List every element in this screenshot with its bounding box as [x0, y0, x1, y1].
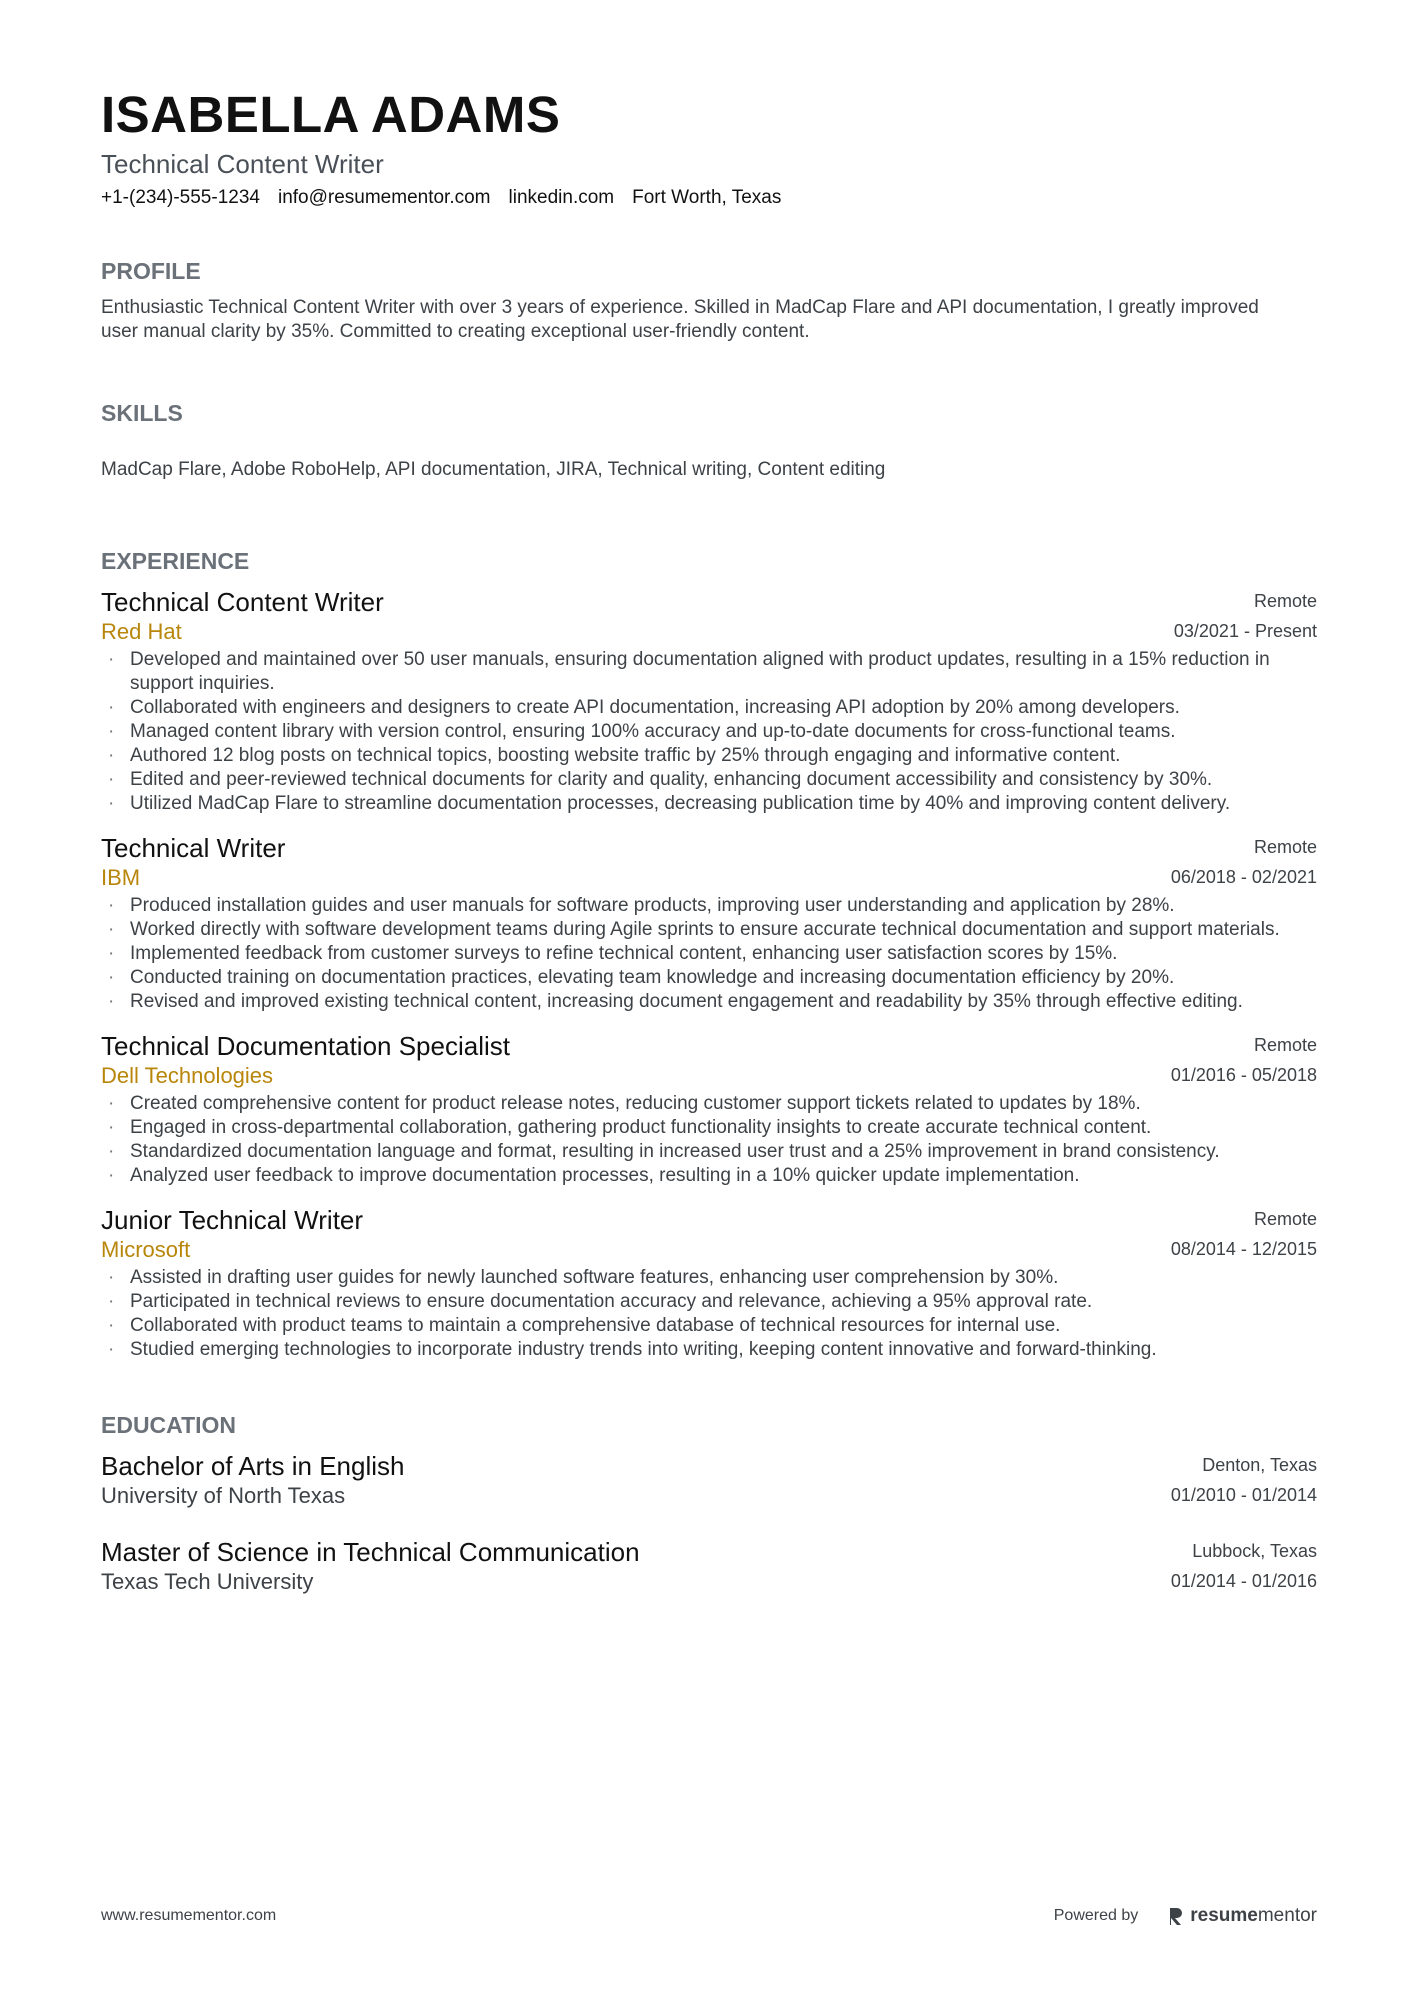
- job-bullet: · Created comprehensive content for product release notes, reducing customer support tickets related to updates by 18%.: [101, 1092, 1317, 1116]
- job-bullet: · Participated in technical reviews to ensure documentation accuracy and relevance, achieving a 95% approval rate.: [101, 1290, 1317, 1314]
- candidate-headline: Technical Content Writer: [101, 149, 384, 179]
- company-name: Microsoft: [101, 1237, 191, 1262]
- brand-logo: [1168, 1905, 1317, 1927]
- job-bullets: [101, 1092, 1317, 1188]
- job-bullet: · Developed and maintained over 50 user manuals, ensuring documentation aligned with product updates, resulting in a 15% reduction in support inquiries.: [101, 648, 1317, 696]
- experience-section: [101, 546, 1317, 1362]
- section-title-profile: PROFILE: [101, 258, 201, 284]
- section-title-skills: SKILLS: [101, 400, 183, 426]
- powered-by-label: Powered by: [1053, 1907, 1139, 1924]
- job-bullets: [101, 1266, 1317, 1362]
- school-location: Denton, Texas: [1202, 1455, 1317, 1475]
- job-bullet: · Edited and peer-reviewed technical documents for clarity and quality, enhancing document accessibility and consistency by 30%.: [101, 768, 1317, 792]
- contact-location: Fort Worth, Texas: [632, 187, 782, 208]
- job-location: Remote: [1253, 837, 1317, 857]
- job-bullet: · Revised and improved existing technical content, increasing document engagement and readability by 35% through effective editing.: [101, 990, 1317, 1014]
- job-bullet: · Produced installation guides and user manuals for software products, improving user understanding and application by 28%.: [101, 894, 1317, 918]
- education-dates: 01/2014 - 01/2016: [1170, 1571, 1317, 1591]
- job-dates: 08/2014 - 12/2015: [1170, 1239, 1317, 1259]
- skills-text: MadCap Flare, Adobe RoboHelp, API documentation, JIRA, Technical writing, Content editing: [101, 459, 886, 480]
- degree-title: Master of Science in Technical Communication: [101, 1537, 640, 1567]
- profile-section: [101, 256, 1317, 344]
- job-bullet: · Conducted training on documentation practices, elevating team knowledge and increasing documentation efficiency by 20%.: [101, 966, 1317, 990]
- brand-name-bold: resume: [1190, 1905, 1258, 1926]
- job-bullet: · Worked directly with software development teams during Agile sprints to ensure accurate technical documentation and support materials.: [101, 918, 1317, 942]
- brand-name-light: mentor: [1257, 1905, 1317, 1926]
- job-dates: 01/2016 - 05/2018: [1170, 1065, 1317, 1085]
- job-entry: [101, 586, 1317, 816]
- contact-row: [101, 184, 1317, 212]
- education-entry: [101, 1536, 1317, 1596]
- school-location: Lubbock, Texas: [1192, 1541, 1317, 1561]
- section-title-education: EDUCATION: [101, 1412, 237, 1438]
- job-bullet: · Engaged in cross-departmental collaboration, gathering product functionality insights to create accurate technical content.: [101, 1116, 1317, 1140]
- job-location: Remote: [1253, 1035, 1317, 1055]
- job-dates: 06/2018 - 02/2021: [1170, 867, 1317, 887]
- contact-phone: +1-(234)-555-1234: [101, 187, 260, 208]
- contact-linkedin: linkedin.com: [508, 187, 615, 208]
- job-location: Remote: [1253, 591, 1317, 611]
- footer-url[interactable]: www.resumementor.com: [101, 1907, 277, 1924]
- job-bullet: · Utilized MadCap Flare to streamline documentation processes, decreasing publication time by 40% and improving content delivery.: [101, 792, 1317, 816]
- job-bullet: · Authored 12 blog posts on technical topics, boosting website traffic by 25% through engaging and informative content.: [101, 744, 1317, 768]
- job-bullet: · Standardized documentation language and format, resulting in increased user trust and a 25% improvement in brand consistency.: [101, 1140, 1317, 1164]
- profile-text: Enthusiastic Technical Content Writer with over 3 years of experience. Skilled in MadCap Flare and API documentation, I greatly improved user manual clarity by 35%. Committed to creating exceptional user-friendly content.: [101, 297, 1259, 342]
- job-bullet: · Analyzed user feedback to improve documentation processes, resulting in a 10% quicker update implementation.: [101, 1164, 1317, 1188]
- job-title: Technical Documentation Specialist: [101, 1031, 510, 1061]
- job-bullet: · Assisted in drafting user guides for newly launched software features, enhancing user comprehension by 30%.: [101, 1266, 1317, 1290]
- job-location: Remote: [1253, 1209, 1317, 1229]
- job-title: Technical Writer: [101, 833, 286, 863]
- school-name: Texas Tech University: [101, 1569, 314, 1594]
- job-title: Technical Content Writer: [101, 587, 384, 617]
- page-footer: [101, 1905, 1317, 1927]
- contact-email: info@resumementor.com: [277, 187, 491, 208]
- job-entry: [101, 1030, 1317, 1188]
- candidate-name: ISABELLA ADAMS: [101, 86, 561, 143]
- job-bullets: [101, 894, 1317, 1014]
- job-bullet: · Managed content library with version control, ensuring 100% accuracy and up-to-date documents for cross-functional teams.: [101, 720, 1317, 744]
- education-entry: [101, 1450, 1317, 1510]
- job-dates: 03/2021 - Present: [1173, 621, 1317, 641]
- job-entry: [101, 1204, 1317, 1362]
- school-name: University of North Texas: [101, 1483, 346, 1508]
- job-entry: [101, 832, 1317, 1014]
- degree-title: Bachelor of Arts in English: [101, 1451, 405, 1481]
- company-name: Dell Technologies: [101, 1063, 274, 1088]
- resumementor-logo-icon: [1168, 1906, 1184, 1926]
- skills-section: [101, 398, 1317, 482]
- resume-page: [101, 84, 1317, 1596]
- job-bullet: · Collaborated with product teams to maintain a comprehensive database of technical resources for internal use.: [101, 1314, 1317, 1338]
- section-title-experience: EXPERIENCE: [101, 548, 250, 574]
- company-name: IBM: [101, 865, 141, 890]
- company-name: Red Hat: [101, 619, 182, 644]
- job-bullets: [101, 648, 1317, 816]
- job-bullet: · Implemented feedback from customer surveys to refine technical content, enhancing user satisfaction scores by 15%.: [101, 942, 1317, 966]
- education-section: [101, 1410, 1317, 1596]
- education-dates: 01/2010 - 01/2014: [1170, 1485, 1317, 1505]
- job-bullet: · Studied emerging technologies to incorporate industry trends into writing, keeping content innovative and forward-thinking.: [101, 1338, 1317, 1362]
- job-bullet: · Collaborated with engineers and designers to create API documentation, increasing API adoption by 20% among developers.: [101, 696, 1317, 720]
- powered-by: [1054, 1905, 1317, 1927]
- job-title: Junior Technical Writer: [101, 1205, 364, 1235]
